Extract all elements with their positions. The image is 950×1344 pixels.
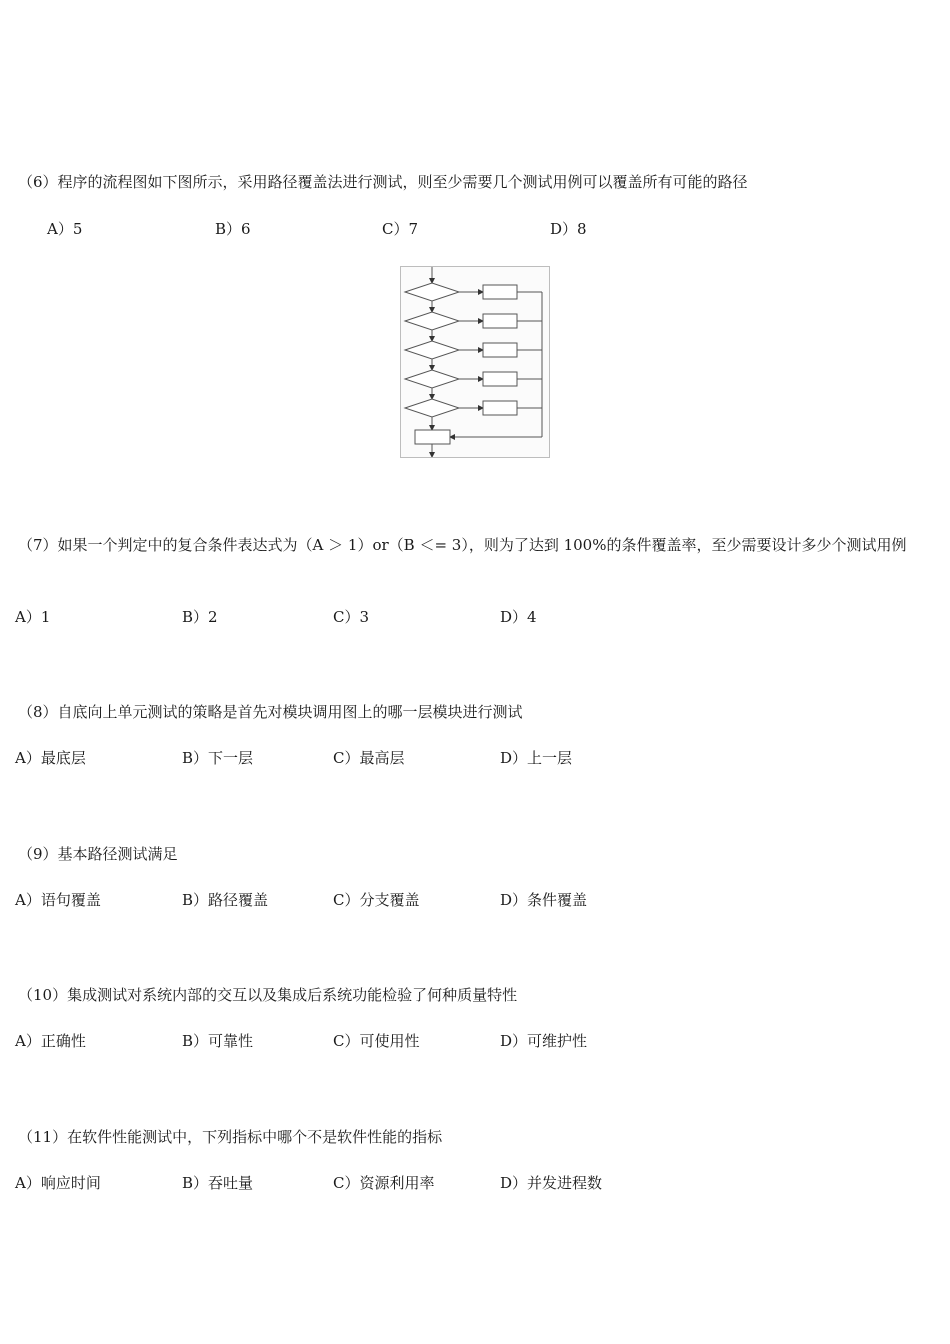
question-6-option-d: D）8: [550, 220, 587, 238]
question-6-option-b: B）6: [215, 220, 251, 238]
question-9-option-a: A）语句覆盖: [15, 891, 101, 909]
question-11-option-d: D）并发进程数: [500, 1174, 603, 1192]
question-9-option-c: C）分支覆盖: [333, 891, 420, 909]
process-box: [483, 314, 517, 328]
question-9-text: （9）基本路径测试满足: [18, 845, 178, 863]
question-8-option-a: A）最底层: [15, 749, 86, 767]
question-7-option-b: B）2: [182, 608, 218, 626]
question-7-text: （7）如果一个判定中的复合条件表达式为（A ＞ 1）or（B ＜= 3），则为了达到 100%的条件覆盖率，至少需要设计多少个测试用例: [18, 536, 907, 554]
decision-diamond: [405, 312, 459, 330]
question-11-option-a: A）响应时间: [15, 1174, 101, 1192]
question-9-option-b: B）路径覆盖: [182, 891, 269, 909]
process-box: [483, 372, 517, 386]
end-box: [415, 430, 450, 444]
question-11-text: （11）在软件性能测试中，下列指标中哪个不是软件性能的指标: [18, 1128, 443, 1146]
question-6-option-a: A）5: [47, 220, 83, 238]
question-11-option-b: B）吞吐量: [182, 1174, 254, 1192]
question-8-option-b: B）下一层: [182, 749, 254, 767]
flowchart-figure: [400, 266, 550, 458]
question-9-option-d: D）条件覆盖: [500, 891, 588, 909]
question-7-option-a: A）1: [15, 608, 51, 626]
question-6-text: （6）程序的流程图如下图所示，采用路径覆盖法进行测试，则至少需要几个测试用例可以覆盖所有可能的路径: [18, 173, 748, 191]
question-8-option-c: C）最高层: [333, 749, 405, 767]
decision-diamond: [405, 283, 459, 301]
question-10-option-b: B）可靠性: [182, 1032, 254, 1050]
question-8-option-d: D）上一层: [500, 749, 573, 767]
question-10-text: （10）集成测试对系统内部的交互以及集成后系统功能检验了何种质量特性: [18, 986, 518, 1004]
decision-diamond: [405, 399, 459, 417]
decision-diamond: [405, 341, 459, 359]
question-10-option-d: D）可维护性: [500, 1032, 588, 1050]
question-6-option-c: C）7: [382, 220, 419, 238]
process-box: [483, 401, 517, 415]
question-10-option-c: C）可使用性: [333, 1032, 420, 1050]
flowchart-diagram: [401, 267, 549, 457]
decision-diamond: [405, 370, 459, 388]
process-box: [483, 343, 517, 357]
process-box: [483, 285, 517, 299]
question-11-option-c: C）资源利用率: [333, 1174, 435, 1192]
question-7-option-d: D）4: [500, 608, 537, 626]
question-10-option-a: A）正确性: [15, 1032, 86, 1050]
question-7-option-c: C）3: [333, 608, 370, 626]
question-8-text: （8）自底向上单元测试的策略是首先对模块调用图上的哪一层模块进行测试: [18, 703, 523, 721]
